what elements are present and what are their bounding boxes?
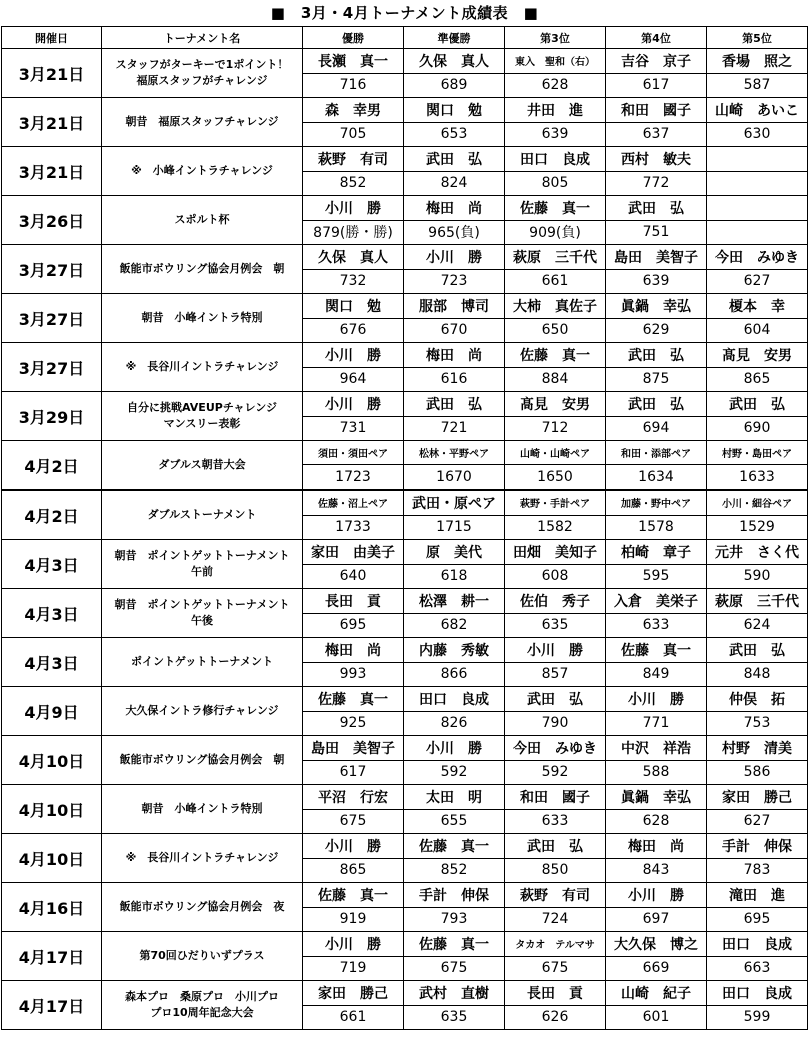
table-row	[2, 294, 808, 319]
third-place-score: 608	[505, 564, 606, 589]
third-place-score: 628	[505, 73, 606, 98]
tournament-name	[102, 147, 303, 196]
second-place-name: 服部 博司	[404, 294, 505, 319]
first-place-name: 久保 真人	[303, 245, 404, 270]
tournament-name	[102, 687, 303, 736]
tournament-name	[102, 441, 303, 491]
first-place-score: 879(勝・勝)	[303, 220, 404, 245]
tournament-name	[102, 245, 303, 294]
fifth-place-name: 田口 良成	[707, 932, 808, 957]
event-date: 4月2日	[2, 490, 102, 540]
tournament-name-line: ※ 長谷川イントラチャレンジ	[125, 360, 279, 373]
fourth-place-name: 和田・添部ペア	[606, 441, 707, 465]
fifth-place-name: 家田 勝己	[707, 785, 808, 810]
table-row	[2, 343, 808, 368]
first-place-score: 705	[303, 122, 404, 147]
third-place-name: 田畑 美知子	[505, 540, 606, 565]
fifth-place-score: 627	[707, 269, 808, 294]
fourth-place-score: 617	[606, 73, 707, 98]
results-table	[1, 26, 808, 1030]
table-row	[2, 196, 808, 221]
third-place-name: 井田 進	[505, 98, 606, 123]
first-place-name: 小川 勝	[303, 196, 404, 221]
third-place-name: 田口 良成	[505, 147, 606, 172]
tournament-name-line: ダブルス朝昔大会	[158, 458, 246, 471]
third-place-score: 909(負)	[505, 220, 606, 245]
first-place-name: 小川 勝	[303, 932, 404, 957]
third-place-name: 佐藤 真一	[505, 196, 606, 221]
second-place-name: 武村 直樹	[404, 981, 505, 1006]
tournament-name-line: 福原スタッフがチャレンジ	[136, 74, 268, 87]
third-place-name: 佐藤 真一	[505, 343, 606, 368]
fourth-place-name: 眞鍋 幸弘	[606, 785, 707, 810]
first-place-score: 716	[303, 73, 404, 98]
first-place-score: 640	[303, 564, 404, 589]
fifth-place-name: 武田 弘	[707, 638, 808, 663]
first-place-score: 719	[303, 956, 404, 981]
fourth-place-score: 595	[606, 564, 707, 589]
first-place-name: 家田 勝己	[303, 981, 404, 1006]
event-date: 3月27日	[2, 343, 102, 392]
event-date: 4月10日	[2, 834, 102, 883]
first-place-score: 732	[303, 269, 404, 294]
second-place-name: 太田 明	[404, 785, 505, 810]
tournament-name-line: スポルト杯	[174, 213, 230, 226]
tournament-name-line: 朝昔 福原スタッフチャレンジ	[125, 115, 279, 128]
first-place-name: 佐藤 真一	[303, 883, 404, 908]
fifth-place-score	[707, 171, 808, 196]
first-place-name: 佐藤・沼上ペア	[303, 490, 404, 515]
second-place-name: 松林・平野ペア	[404, 441, 505, 465]
fifth-place-name: 萩原 三千代	[707, 589, 808, 614]
tournament-name	[102, 392, 303, 441]
second-place-score: 682	[404, 613, 505, 638]
tournament-name-line: 大久保イントラ修行チャレンジ	[125, 704, 279, 717]
header-row	[2, 27, 808, 49]
first-place-score: 661	[303, 1005, 404, 1030]
table-row	[2, 589, 808, 614]
tournament-name-line: ダブルストーナメント	[147, 508, 257, 521]
second-place-name: 田口 良成	[404, 687, 505, 712]
fourth-place-score: 697	[606, 907, 707, 932]
third-place-name: 髙見 安男	[505, 392, 606, 417]
tournament-name	[102, 589, 303, 638]
tournament-name	[102, 932, 303, 981]
first-place-name: 萩野 有司	[303, 147, 404, 172]
fourth-place-name: 大久保 博之	[606, 932, 707, 957]
third-place-score: 884	[505, 367, 606, 392]
third-place-score: 805	[505, 171, 606, 196]
fourth-place-name: 中沢 祥浩	[606, 736, 707, 761]
fifth-place-score: 587	[707, 73, 808, 98]
header-second: 準優勝	[404, 27, 505, 49]
fourth-place-name: 吉谷 京子	[606, 49, 707, 74]
third-place-name: 佐伯 秀子	[505, 589, 606, 614]
table-row	[2, 490, 808, 515]
fourth-place-name: 武田 弘	[606, 343, 707, 368]
first-place-name: 小川 勝	[303, 834, 404, 859]
fourth-place-score: 588	[606, 760, 707, 785]
second-place-score: 721	[404, 416, 505, 441]
second-place-name: 佐藤 真一	[404, 834, 505, 859]
second-place-name: 手計 伸保	[404, 883, 505, 908]
tournament-name-line: プロ10周年記念大会	[150, 1006, 254, 1019]
third-place-name: 武田 弘	[505, 834, 606, 859]
fifth-place-score: 630	[707, 122, 808, 147]
table-row	[2, 834, 808, 859]
second-place-score: 1670	[404, 465, 505, 490]
second-place-name: 武田・原ペア	[404, 490, 505, 515]
tournament-name-line: 朝昔 ポイントゲットトーナメント	[114, 549, 290, 562]
tournament-name-line: 飯能市ボウリング協会月例会 朝	[119, 262, 285, 275]
fourth-place-name: 佐藤 真一	[606, 638, 707, 663]
fourth-place-name: 小川 勝	[606, 687, 707, 712]
second-place-name: 梅田 尚	[404, 343, 505, 368]
tournament-name-line: 第70回ひだりいずプラス	[139, 949, 265, 962]
event-date: 4月17日	[2, 981, 102, 1030]
third-place-score: 712	[505, 416, 606, 441]
second-place-score: 635	[404, 1005, 505, 1030]
fifth-place-name: 仲俣 拓	[707, 687, 808, 712]
fifth-place-score: 848	[707, 662, 808, 687]
second-place-score: 675	[404, 956, 505, 981]
first-place-name: 島田 美智子	[303, 736, 404, 761]
third-place-name: 和田 國子	[505, 785, 606, 810]
second-place-score: 618	[404, 564, 505, 589]
header-tournament: トーナメント名	[102, 27, 303, 49]
third-place-name: 長田 貢	[505, 981, 606, 1006]
third-place-score: 675	[505, 956, 606, 981]
tournament-name	[102, 736, 303, 785]
fifth-place-name: 村野 清美	[707, 736, 808, 761]
fifth-place-score: 865	[707, 367, 808, 392]
third-place-score: 592	[505, 760, 606, 785]
fourth-place-score: 601	[606, 1005, 707, 1030]
third-place-name: タカオ テルマサ	[505, 932, 606, 957]
fourth-place-score: 694	[606, 416, 707, 441]
second-place-score: 723	[404, 269, 505, 294]
fourth-place-name: 山崎 紀子	[606, 981, 707, 1006]
fourth-place-score: 639	[606, 269, 707, 294]
table-row	[2, 687, 808, 712]
first-place-name: 小川 勝	[303, 392, 404, 417]
third-place-score: 724	[505, 907, 606, 932]
fourth-place-name: 武田 弘	[606, 196, 707, 221]
third-place-name: 大柿 真佐子	[505, 294, 606, 319]
tournament-name	[102, 196, 303, 245]
second-place-name: 原 美代	[404, 540, 505, 565]
fourth-place-score: 772	[606, 171, 707, 196]
table-row	[2, 147, 808, 172]
fifth-place-score: 753	[707, 711, 808, 736]
first-place-score: 852	[303, 171, 404, 196]
second-place-name: 久保 真人	[404, 49, 505, 74]
second-place-name: 松澤 耕一	[404, 589, 505, 614]
second-place-score: 824	[404, 171, 505, 196]
tournament-name-line: スタッフがターキーで1ポイント！	[115, 58, 289, 71]
tournament-name	[102, 834, 303, 883]
fourth-place-name: 加藤・野中ペア	[606, 490, 707, 515]
event-date: 3月26日	[2, 196, 102, 245]
event-date: 4月10日	[2, 736, 102, 785]
third-place-score: 1650	[505, 465, 606, 490]
second-place-score: 793	[404, 907, 505, 932]
second-place-score: 852	[404, 858, 505, 883]
fifth-place-name: 武田 弘	[707, 392, 808, 417]
first-place-score: 1723	[303, 465, 404, 490]
first-place-name: 佐藤 真一	[303, 687, 404, 712]
tournament-name-line: 午前	[191, 565, 213, 578]
event-date: 3月21日	[2, 147, 102, 196]
fifth-place-name: 小川・細谷ペア	[707, 490, 808, 515]
first-place-name: 須田・須田ペア	[303, 441, 404, 465]
fourth-place-name: 小川 勝	[606, 883, 707, 908]
third-place-score: 857	[505, 662, 606, 687]
first-place-name: 長田 貢	[303, 589, 404, 614]
first-place-name: 梅田 尚	[303, 638, 404, 663]
fourth-place-score: 628	[606, 809, 707, 834]
event-date: 4月3日	[2, 638, 102, 687]
fourth-place-score: 751	[606, 220, 707, 245]
table-row	[2, 49, 808, 74]
tournament-name-line: 朝昔 小峰イントラ特別	[141, 802, 263, 815]
event-date: 4月16日	[2, 883, 102, 932]
third-place-name: 東入 聖和（右）	[505, 49, 606, 74]
fifth-place-name: 元井 さく代	[707, 540, 808, 565]
event-date: 3月27日	[2, 245, 102, 294]
event-date: 4月3日	[2, 589, 102, 638]
first-place-score: 617	[303, 760, 404, 785]
third-place-score: 626	[505, 1005, 606, 1030]
fifth-place-score: 599	[707, 1005, 808, 1030]
tournament-name	[102, 98, 303, 147]
tournament-name-line: ポイントゲットトーナメント	[131, 655, 273, 668]
fourth-place-score: 633	[606, 613, 707, 638]
tournament-name-line: マンスリー表彰	[163, 417, 241, 430]
second-place-score: 616	[404, 367, 505, 392]
fifth-place-score: 590	[707, 564, 808, 589]
tournament-name-line: ※ 小峰イントラチャレンジ	[131, 164, 273, 177]
header-date: 開催日	[2, 27, 102, 49]
fourth-place-score: 843	[606, 858, 707, 883]
tournament-name-line: 朝昔 ポイントゲットトーナメント	[114, 598, 290, 611]
fifth-place-score	[707, 220, 808, 245]
tournament-name-line: 朝昔 小峰イントラ特別	[141, 311, 263, 324]
table-row	[2, 540, 808, 565]
tournament-name	[102, 785, 303, 834]
fourth-place-score: 1634	[606, 465, 707, 490]
tournament-name	[102, 883, 303, 932]
second-place-score: 592	[404, 760, 505, 785]
fourth-place-name: 武田 弘	[606, 392, 707, 417]
fourth-place-score: 849	[606, 662, 707, 687]
fifth-place-name	[707, 196, 808, 221]
tournament-name	[102, 638, 303, 687]
third-place-score: 850	[505, 858, 606, 883]
table-row	[2, 245, 808, 270]
fifth-place-name: 今田 みゆき	[707, 245, 808, 270]
first-place-score: 675	[303, 809, 404, 834]
second-place-name: 武田 弘	[404, 392, 505, 417]
third-place-score: 635	[505, 613, 606, 638]
first-place-score: 919	[303, 907, 404, 932]
first-place-name: 長瀬 真一	[303, 49, 404, 74]
event-date: 4月3日	[2, 540, 102, 589]
fifth-place-name: 手計 伸保	[707, 834, 808, 859]
third-place-name: 武田 弘	[505, 687, 606, 712]
second-place-score: 670	[404, 318, 505, 343]
tournament-name	[102, 490, 303, 540]
fifth-place-name: 山崎 あいこ	[707, 98, 808, 123]
fifth-place-name: 田口 良成	[707, 981, 808, 1006]
fifth-place-score: 695	[707, 907, 808, 932]
header-fourth: 第4位	[606, 27, 707, 49]
fifth-place-name: 滝田 進	[707, 883, 808, 908]
second-place-name: 小川 勝	[404, 245, 505, 270]
table-row	[2, 736, 808, 761]
results-body	[2, 49, 808, 1030]
table-row	[2, 883, 808, 908]
fourth-place-name: 柏崎 章子	[606, 540, 707, 565]
event-date: 4月2日	[2, 441, 102, 491]
header-third: 第3位	[505, 27, 606, 49]
tournament-name-line: ※ 長谷川イントラチャレンジ	[125, 851, 279, 864]
fourth-place-score: 1578	[606, 515, 707, 540]
tournament-name	[102, 343, 303, 392]
tournament-name	[102, 49, 303, 98]
third-place-score: 1582	[505, 515, 606, 540]
table-row	[2, 441, 808, 465]
event-date: 3月29日	[2, 392, 102, 441]
first-place-score: 1733	[303, 515, 404, 540]
tournament-name-line: 飯能市ボウリング協会月例会 夜	[119, 900, 285, 913]
second-place-score: 866	[404, 662, 505, 687]
second-place-score: 653	[404, 122, 505, 147]
fifth-place-score: 663	[707, 956, 808, 981]
event-date: 4月10日	[2, 785, 102, 834]
third-place-name: 今田 みゆき	[505, 736, 606, 761]
fourth-place-name: 入倉 美栄子	[606, 589, 707, 614]
fourth-place-score: 637	[606, 122, 707, 147]
second-place-name: 関口 勉	[404, 98, 505, 123]
third-place-score: 639	[505, 122, 606, 147]
event-date: 4月9日	[2, 687, 102, 736]
fifth-place-score: 690	[707, 416, 808, 441]
fifth-place-name: 髙見 安男	[707, 343, 808, 368]
tournament-name	[102, 981, 303, 1030]
tournament-name-line: 午後	[191, 614, 213, 627]
table-row	[2, 98, 808, 123]
fifth-place-score: 1529	[707, 515, 808, 540]
tournament-name-line: 飯能市ボウリング協会月例会 朝	[119, 753, 285, 766]
third-place-name: 萩野・手計ペア	[505, 490, 606, 515]
fourth-place-score: 669	[606, 956, 707, 981]
third-place-score: 633	[505, 809, 606, 834]
header-first: 優勝	[303, 27, 404, 49]
fifth-place-score: 624	[707, 613, 808, 638]
first-place-name: 関口 勉	[303, 294, 404, 319]
tournament-name	[102, 540, 303, 589]
fourth-place-score: 875	[606, 367, 707, 392]
tournament-name	[102, 294, 303, 343]
table-row	[2, 932, 808, 957]
third-place-score: 650	[505, 318, 606, 343]
fifth-place-name	[707, 147, 808, 172]
first-place-score: 964	[303, 367, 404, 392]
second-place-score: 689	[404, 73, 505, 98]
table-row	[2, 392, 808, 417]
fifth-place-score: 586	[707, 760, 808, 785]
first-place-score: 925	[303, 711, 404, 736]
event-date: 3月21日	[2, 98, 102, 147]
third-place-name: 萩野 有司	[505, 883, 606, 908]
first-place-name: 平沼 行宏	[303, 785, 404, 810]
table-row	[2, 638, 808, 663]
third-place-score: 790	[505, 711, 606, 736]
fourth-place-name: 島田 美智子	[606, 245, 707, 270]
fifth-place-name: 榎本 幸	[707, 294, 808, 319]
table-row	[2, 981, 808, 1006]
fifth-place-score: 604	[707, 318, 808, 343]
header-fifth: 第5位	[707, 27, 808, 49]
fifth-place-score: 627	[707, 809, 808, 834]
fifth-place-score: 783	[707, 858, 808, 883]
third-place-name: 山崎・山崎ペア	[505, 441, 606, 465]
second-place-score: 826	[404, 711, 505, 736]
second-place-name: 内藤 秀敏	[404, 638, 505, 663]
second-place-name: 佐藤 真一	[404, 932, 505, 957]
fifth-place-score: 1633	[707, 465, 808, 490]
first-place-score: 865	[303, 858, 404, 883]
fourth-place-name: 和田 國子	[606, 98, 707, 123]
fourth-place-name: 梅田 尚	[606, 834, 707, 859]
fourth-place-name: 眞鍋 幸弘	[606, 294, 707, 319]
third-place-name: 小川 勝	[505, 638, 606, 663]
third-place-score: 661	[505, 269, 606, 294]
second-place-name: 武田 弘	[404, 147, 505, 172]
first-place-score: 993	[303, 662, 404, 687]
tournament-name-line: 森本プロ 桑原プロ 小川プロ	[125, 990, 279, 1003]
table-row	[2, 785, 808, 810]
first-place-name: 小川 勝	[303, 343, 404, 368]
fourth-place-name: 西村 敏夫	[606, 147, 707, 172]
second-place-name: 小川 勝	[404, 736, 505, 761]
first-place-name: 森 幸男	[303, 98, 404, 123]
fifth-place-name: 村野・島田ペア	[707, 441, 808, 465]
first-place-score: 731	[303, 416, 404, 441]
second-place-name: 梅田 尚	[404, 196, 505, 221]
second-place-score: 655	[404, 809, 505, 834]
fourth-place-score: 771	[606, 711, 707, 736]
second-place-score: 965(負)	[404, 220, 505, 245]
first-place-score: 676	[303, 318, 404, 343]
event-date: 3月27日	[2, 294, 102, 343]
tournament-name-line: 自分に挑戦AVEUPチャレンジ	[127, 401, 277, 414]
third-place-name: 萩原 三千代	[505, 245, 606, 270]
first-place-score: 695	[303, 613, 404, 638]
second-place-score: 1715	[404, 515, 505, 540]
first-place-name: 家田 由美子	[303, 540, 404, 565]
event-date: 3月21日	[2, 49, 102, 98]
event-date: 4月17日	[2, 932, 102, 981]
fifth-place-name: 香場 照之	[707, 49, 808, 74]
page-title: ■ 3月・4月トーナメント成績表 ■	[270, 4, 539, 22]
fourth-place-score: 629	[606, 318, 707, 343]
